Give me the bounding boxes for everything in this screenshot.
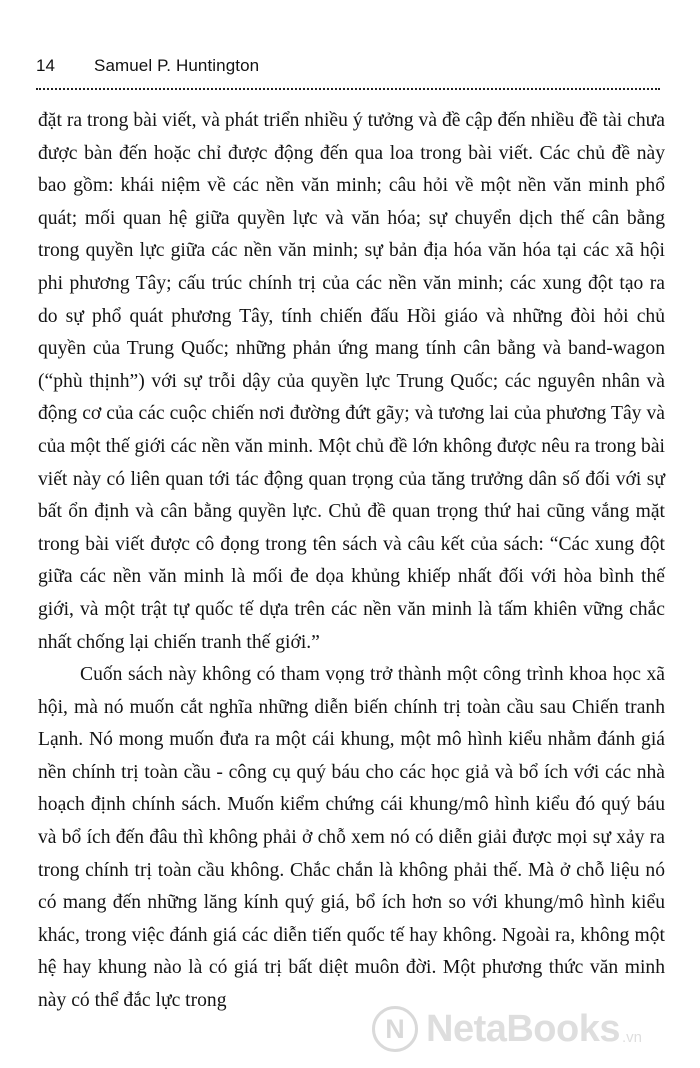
running-header — [36, 56, 660, 76]
body-text — [38, 105, 665, 1018]
paragraph-1: đặt ra trong bài viết, và phát triển nhiều ý tưởng và đề cập đến nhiều đề tài chưa được bàn đến hoặc chỉ được động đến qua loa trong bài viết. Các chủ đề này bao gồm: khái niệm về các nền văn minh; câu hỏi về một nền văn minh phổ quát; mối quan hệ giữa quyền lực và văn hóa; sự chuyển dịch thế cân bằng trong quyền lực giữa các nền văn minh; sự bản địa hóa văn hóa tại các xã hội phi phương Tây; cấu trúc chính trị của các nền văn minh; các xung đột tạo ra do sự phổ quát phương Tây, tính chiến đấu Hồi giáo và những đòi hỏi chủ quyền của Trung Quốc; những phản ứng mang tính cân bằng và band-wagon (“phù thịnh”) với sự trỗi dậy của quyền lực Trung Quốc; các nguyên nhân và động cơ của các cuộc chiến nơi đường đứt gãy; và tương lai của phương Tây và của một thế giới các nền văn minh. Một chủ đề lớn không được nêu ra trong bài viết này có liên quan tới tác động quan trọng của tăng trưởng dân số đối với sự bất ổn định và cân bằng quyền lực. Chủ đề quan trọng thứ hai cũng vắng mặt trong bài viết được cô đọng trong tên sách và câu kết của sách: “Các xung đột giữa các nền văn minh là mối đe dọa khủng khiếp nhất đối với hòa bình thế giới, và một trật tự quốc tế dựa trên các nền văn minh là tấm khiên vững chắc nhất chống lại chiến tranh thế giới.” — [38, 110, 665, 653]
watermark-logo-letter: N — [385, 1014, 405, 1044]
netabooks-watermark — [372, 1000, 692, 1058]
running-title: Samuel P. Huntington — [94, 56, 260, 75]
paragraph-2: Cuốn sách này không có tham vọng trở thành một công trình khoa học xã hội, mà nó muốn cắt nghĩa những diễn biến chính trị toàn cầu sau Chiến tranh Lạnh. Nó mong muốn đưa ra một cái khung, một mô hình kiểu nhằm đánh giá nền chính trị toàn cầu - công cụ quý báu cho các học giả và bổ ích với các nhà hoạch định chính sách. Muốn kiểm chứng cái khung/mô hình kiểu đó quý báu và bổ ích đến đâu thì không phải ở chỗ xem nó có diễn giải được mọi sự xảy ra trong chính trị toàn cầu không. Chắc chắn là không phải thế. Mà ở chỗ liệu nó có mang đến những lăng kính quý giá, bổ ích hơn so với khung/mô hình kiểu khác, trong việc đánh giá các diễn tiến quốc tế hay không. Ngoài ra, không một hệ hay khung nào là có giá trị bất diệt muôn đời. Một phương thức văn minh này có thể đắc lực trong — [38, 664, 665, 1012]
page-number: 14 — [36, 56, 55, 75]
watermark-brand: NetaBooks — [426, 1007, 620, 1050]
watermark-suffix: .vn — [622, 1029, 643, 1046]
netabooks-logo-icon — [372, 1006, 418, 1052]
header-dotted-rule — [36, 88, 660, 90]
